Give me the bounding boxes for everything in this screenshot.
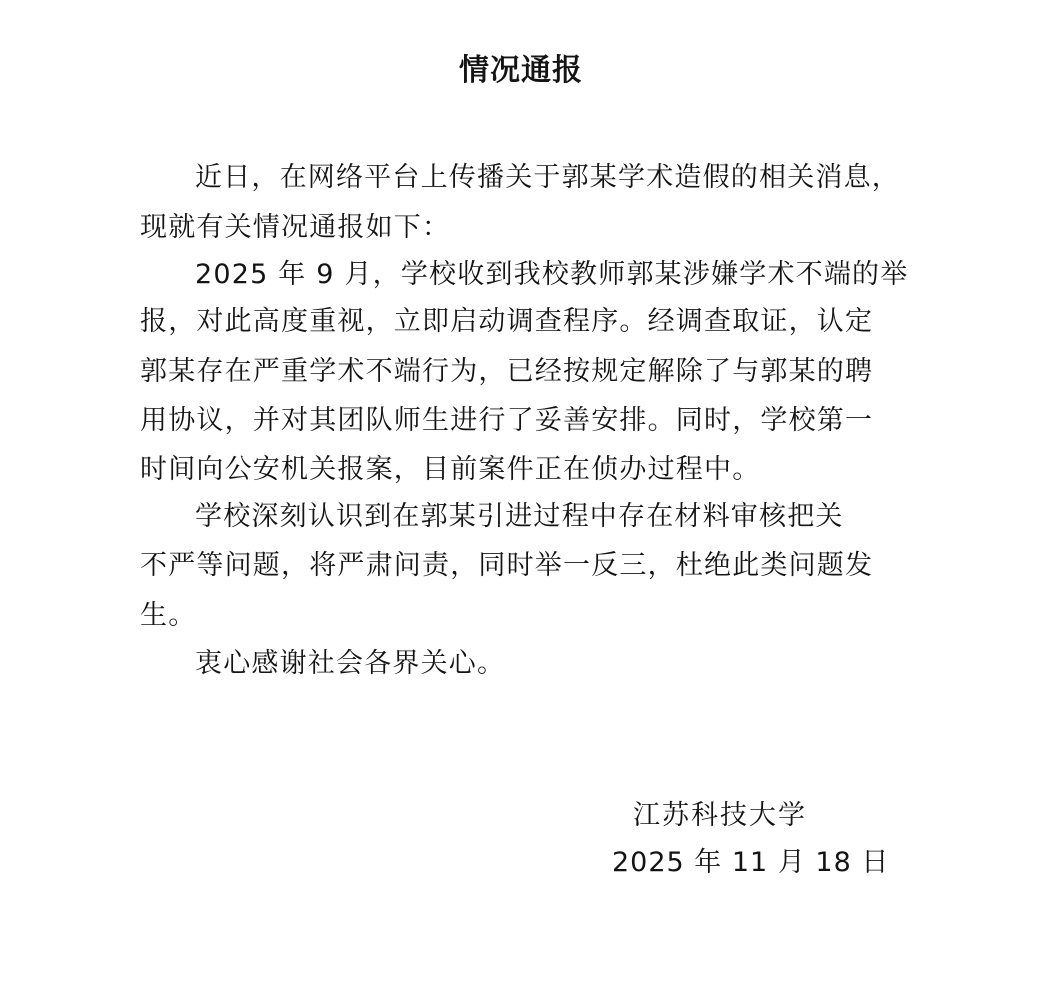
issue-date: 2025 年 11 月 18 日: [612, 847, 890, 878]
paragraph-2-line-3: 郭某存在严重学术不端行为，已经按规定解除了与郭某的聘: [140, 356, 874, 387]
paragraph-4-line-1: 衷心感谢社会各界关心。: [195, 648, 506, 679]
document-title: 情况通报: [459, 53, 583, 88]
paragraph-1-line-2: 现就有关情况通报如下：: [140, 212, 451, 243]
paragraph-2-line-1: 2025 年 9 月，学校收到我校教师郭某涉嫌学术不端的举: [195, 259, 909, 290]
paragraph-2-line-5: 时间向公安机关报案，目前案件正在侦办过程中。: [140, 454, 761, 485]
paragraph-3-line-3: 生。: [140, 600, 197, 631]
paragraph-1-line-1: 近日，在网络平台上传播关于郭某学术造假的相关消息，: [195, 162, 900, 193]
paragraph-2-line-4: 用协议，并对其团队师生进行了妥善安排。同时，学校第一: [140, 405, 874, 436]
paragraph-3-line-1: 学校深刻认识到在郭某引进过程中存在材料审核把关: [195, 501, 844, 532]
paragraph-2-line-2: 报，对此高度重视，立即启动调查程序。经调查取证，认定: [140, 306, 874, 337]
paragraph-3-line-2: 不严等问题，将严肃问责，同时举一反三，杜绝此类问题发: [140, 550, 874, 581]
issuer-organization: 江苏科技大学: [633, 800, 807, 831]
